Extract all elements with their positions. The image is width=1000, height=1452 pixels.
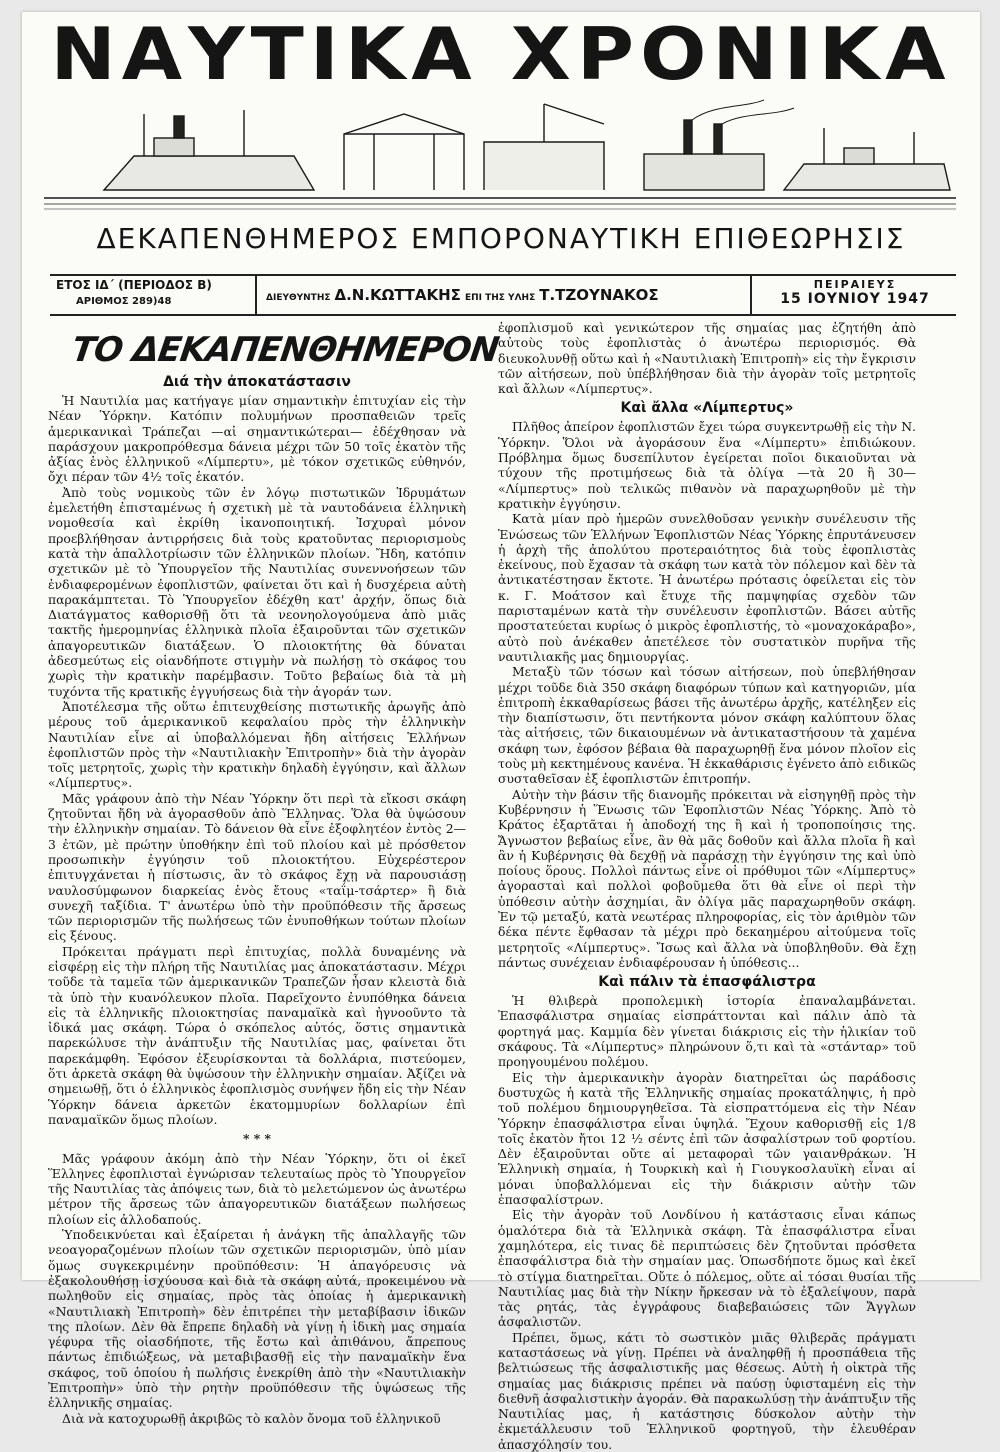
paragraph: Μᾶς γράφουν ἀπὸ τὴν Νέαν Ὑόρκην ὅτι περὶ τὰ εἴκοσι σκάφη ζητοῦνται ἤδη νὰ ἀγορασθοῦν ἀπὸ Ἕλληνας. Ὅλα θὰ ὑψώσουν τὴν ἑλληνικὴν σημαίαν. Τὸ δάνειον θὰ εἶνε ἐξοφλητέον ἐντὸς 2—3 ἐτῶν, μὲ πρώτην ὑποθήκην ἐπὶ τοῦ πλοίου καὶ μὲ πρόσθετον προσωπικὴν ἐγγύησιν τοῦ πλοιοκτήτου. Εὐχερέστερον ἐπιτυγχάνεται ἡ πίστωσις, ἂν τὸ σκάφος ἔχῃ νὰ παρουσιάσῃ ναυλοσύμφωνον διαρκείας ἑνὸς ἔτους «ταΐμ-τσάρτερ» ἢ διὰ συνεχῆ ταξίδια. Τ' ἀνωτέρω ὑπὸ τὴν προϋπόθεσιν τῆς ἄρσεως τῶν περιορισμῶν τῆς πωλήσεως τῶν ἐνυποθήκων τούτων πλοίων εἰς ξένους. xyxy=(48,790,466,944)
paragraph: Εἰς τὴν ἀγορὰν τοῦ Λονδίνου ἡ κατάστασις εἶναι κάπως ὁμαλότερα διὰ τὰ Ἑλληνικὰ σκάφη. Τὰ ἐπασφάλιστρα εἶναι χαμηλότερα, εἰς τινας δὲ περιπτώσεις δὲν ζητοῦνται πρόσθετα ἐπασφάλιστρα διὰ τὴν σημαίαν μας. Ὁπωσδήποτε ὅμως καὶ ἐκεῖ τὸ στίγμα διατηρεῖται. Οὔτε ὁ πόλεμος, οὔτε αἱ τόσαι θυσίαι τῆς Ναυτιλίας μας διὰ τὴν Νίκην ἤρκεσαν νὰ τὸ ἐξαλείψουν, παρὰ τὰς ρητάς, τὰς ἐγγράφους διαβεβαιώσεις τῶν Ἄγγλων ἀσφαλιστῶν. xyxy=(498,1207,916,1330)
newspaper-page xyxy=(22,12,980,1452)
issue-year: ΕΤΟΣ ΙΔ΄ (ΠΕΡΙΟΔΟΣ Β) xyxy=(56,278,212,292)
paragraph: Ἡ Ναυτιλία μας κατήγαγε μίαν σημαντικὴν ἐπιτυχίαν εἰς τὴν Νέαν Ὑόρκην. Κατόπιν πολυμήνων προσπαθειῶν τρεῖς ἀμερικανικαὶ Τράπεζαι —αἱ σημαντικώτεραι— ἐδέχθησαν νὰ παράσχουν μακροπρόθεσμα δάνεια μέχρι τῶν 50 τοῖς ἑκατὸν τῆς ἀξίας ἑνὸς ἑλληνικοῦ «Λίμπερτυ», μὲ τόκον σχετικῶς εὐθηνόν, ὄχι πέραν τῶν 4½ τοῖς ἑκατόν. xyxy=(48,393,466,485)
masthead-title: ΝΑΥΤΙΚΑ ΧΡΟΝΙΚΑ xyxy=(50,13,952,97)
paragraph: ἐφοπλισμοῦ καὶ γενικώτερον τῆς σημαίας μας ἐζητήθη ἀπὸ αὐτοὺς τοὺς ἐφοπλιστὰς ὁ ἀνωτέρω περιορισμός. Θὰ διευκολυνθῇ οὕτω καὶ ἡ «Ναυτιλιακὴ Ἐπιτροπὴ» εἰς τὴν ἔγκρισιν τῶν αἰτήσεων, ποὺ ὑπέβλήθησαν διὰ τὴν ἀγορὰν τοῖς μετρητοῖς καὶ ἄλλων «Λίμπερτυς». xyxy=(498,320,916,397)
issue-box xyxy=(50,276,257,314)
paragraph: Μᾶς γράφουν ἀκόμη ἀπὸ τὴν Νέαν Ὑόρκην, ὅτι οἱ ἐκεῖ Ἕλληνες ἐφοπλισταὶ ἐγνώρισαν τελευταίως πρὸς τὸ Ὑπουργεῖον τῆς Ναυτιλίας τὰς ἀπόψεις των, διὰ τὸ μελετώμενον ὡς ἀνωτέρω μέτρον τῆς ἄρσεως τῶν ἀπαγορευτικῶν διατάξεων πωλήσεως πλοίων εἰς ἀλλοδαπούς. xyxy=(48,1150,466,1227)
director-label: ΔΙΕΥΘΥΝΤΗΣ xyxy=(266,293,331,303)
paragraph: Πρόκειται πράγματι περὶ ἐπιτυχίας, πολλὰ δυναμένης νὰ εἰσφέρῃ εἰς τὴν πλήρη τῆς Ναυτιλίας μας ἀποκατάστασιν. Μέχρι τοῦδε τὰ ταμεῖα τῶν ἀμερικανικῶν Τραπεζῶν ἦσαν κλειστὰ διὰ τὰ ὑπὸ τὴν κυανόλευκον πλοῖα. Παρεῖχοντο ἐνυπόθηκα δάνεια εἰς τὰ ἑλληνικῆς πλοιοκτησίας παναμαϊκὰ καὶ ἠγνοοῦντο τὰ ἰδικά μας σκάφη. Τώρα ὁ σκόπελος αὐτός, ὅστις σημαντικὰ παρεκώλυσε τὴν ἀνάπτυξιν τῆς Ναυτιλίας μας, φαίνεται ὅτι παρεκάμφθη. Ἐφόσον ἐξευρίσκονται τὰ δολλάρια, πιστεύομεν, ὅτι ἀρκετὰ σκάφη θὰ ὑψώσουν τὴν ἑλληνικὴν σημαίαν. Ἀξίζει νὰ σημειωθῇ, ὅτι ὁ ἑλληνικὸς ἐφοπλισμὸς συνήψεν ἤδη εἰς τὴν Νέαν Ὑόρκην δάνεια ἀρκετῶν ἑκατομμυρίων δολλαρίων ἐπὶ παναμαϊκῶν ὅμως πλοίων. xyxy=(48,943,466,1127)
date-box xyxy=(750,276,958,314)
info-bar xyxy=(50,274,956,316)
paragraph: Πρέπει, ὅμως, κάτι τὸ σωστικὸν μιᾶς θλιβερᾶς πράγματι καταστάσεως νὰ γίνῃ. Πρέπει νὰ ἀναληφθῇ ἡ προσπάθεια τῆς βελτιώσεως τῆς ἀσφαλιστικῆς μας θέσεως. Αὐτὴ ἡ οἰκτρὰ τῆς σημαίας μας διάκρισις πρέπει νὰ παύσῃ ὑφισταμένη εἰς τὴν διεθνῆ ἀσφαλιστικὴν ἀγοράν. Θὰ παρακωλύσῃ τὴν ἀνάπτυξιν τῆς Ναυτιλίας μας, ἡ κατάστησις δύσκολον αὐτὴν τὴν ἐκμετάλλευσιν τοῦ Ἑλληνικοῦ φορτηγοῦ, τὴν ἐλευθέραν ἀπασχόλησίν του. xyxy=(498,1329,916,1452)
editor-label: ΕΠΙ ΤΗΣ ΥΛΗΣ xyxy=(464,293,536,303)
paragraph: Ἡ θλιβερὰ προπολεμικὴ ἱστορία ἐπαναλαμβάνεται. Ἐπασφάλιστρα σημαίας εἰσπράττονται καὶ πάλιν ἀπὸ τὰ φορτηγά μας. Καμμία δὲν γίνεται διάκρισις εἰς τὴν ἡλικίαν τοῦ σκάφους. Τὰ «Λίμπερτυς» πληρώνουν ὅ,τι καὶ τὰ «στάνταρ» τοῦ προηγουμένου πολέμου. xyxy=(498,993,916,1070)
column-title: ΤΟ ΔΕΚΑΠΕΝΘΗΜΕΡΟΝ xyxy=(69,330,501,370)
city: ΠΕΙΡΑΙΕΥΣ xyxy=(813,278,897,291)
paragraph: Εἰς τὴν ἀμερικανικὴν ἀγορὰν διατηρεῖται ὡς παράδοσις δυστυχῶς ἡ κατὰ τῆς Ἑλληνικῆς σημαίας προκατάληψις, ἡ πρὸ τοῦ πολέμου δημιουργηθεῖσα. Τὰ εἰσπραττόμενα εἰς τὴν Νέαν Ὑόρκην ἐπασφάλιστρα εἶναι ὑψηλά. Ἔχουν καθορισθῇ εἰς 1/8 τοῖς ἑκατὸν ἤτοι 12 ½ σέντς ἐπὶ τῶν ἀσφαλίστρων τοῦ φορτίου. Δὲν ἐξαιροῦνται οὔτε αἱ μεταφοραὶ τῶν γαιανθράκων. Ἡ Ἑλληνικὴ σημαία, ἡ Τουρκικὴ καὶ ἡ Γιουγκοσλαυϊκὴ εἶναι αἱ μόναι ὑποβαλλόμεναι εἰς τὴν διάκρισιν αὐτὴν τῶν ἐπασφαλίστρων. xyxy=(498,1069,916,1208)
editor-name: Τ.ΤΖΟΥΝΑΚΟΣ xyxy=(539,286,659,304)
paragraph: Ὑποδεικνύεται καὶ ἐξαίρεται ἡ ἀνάγκη τῆς ἀπαλλαγῆς τῶν νεοαγοραζομένων πλοίων τῶν σχετικῶν περιορισμῶν, ὑπὸ μίαν ὅμως συγκεκριμένην προϋπόθεσιν: Ἡ ἀπαγόρευσις νὰ ἐξακολουθήσῃ ἰσχύουσα καὶ διὰ τὰ σκάφη αὐτά, προκειμένου νὰ πωληθοῦν εἰς σημαίας, πρὸς τὰς ὁποίας ἡ ἀμερικανικὴ «Ναυτιλιακὴ Ἐπιτροπὴ» δὲν ἐπιτρέπει τὴν μεταβίβασιν ἰδικῶν της πλοίων. Δὲν θὰ ἔπρεπε δηλαδὴ νὰ γίνῃ ἡ ἰδικὴ μας σημαία γέφυρα τῆς οἱασδήποτε, τῆς ἔστω καὶ ἀπιθάνου, ἄπρεπους πάντως ἐπιδιώξεως, νὰ μεταβιβασθῇ εἰς τὴν παναμαϊκὴν ἕνα σκάφος, τοῦ ὁποίου ἡ πωλήσις ἐνεκρίθη ἀπὸ τὴν «Ναυτιλιακὴν Ἐπιτροπὴν» ὑπὸ τὴν ρητὴν προϋπόθεσιν τῆς ὑψώσεως τῆς ἑλληνικῆς σημαίας. xyxy=(48,1227,466,1411)
right-column xyxy=(498,320,916,1452)
harbour-illustration xyxy=(44,94,956,212)
paragraph: Ἀπὸ τοὺς νομικοὺς τῶν ἐν λόγῳ πιστωτικῶν Ἱδρυμάτων ἐμελετήθη ἐπισταμένως ἡ σχετικὴ μὲ τὰ ναυτοδάνεια ἑλληνικὴ νομοθεσία καὶ ἐκρίθη ἱκανοποιητική. Ἰσχυραὶ μόνον προεβλήθησαν ἀντιρρήσεις διὰ τοὺς κρατοῦντας περιορισμοὺς κατὰ τὴν ἀπαλλοτρίωσιν τῶν ἑλληνικῶν πλοίων. Ἤδη, κατόπιν σχετικῶν μὲ τὸ Ὑπουργεῖον τῆς Ναυτιλίας συνεννοήσεων τῶν ἐνδιαφερομένων ἐφοπλιστῶν, φαίνεται ὅτι καὶ ἡ δυσχέρεια αὐτὴ παρακάμπτεται. Τὸ Ὑπουργεῖον ἐδέχθη κατ' ἀρχήν, ὅπως διὰ Διατάγματος καθορισθῇ ὅτι τὰ νεονηολογούμενα ἀπὸ μιᾶς τακτῆς ἡμερομηνίας ἑλληνικὰ πλοῖα ἐξαιροῦνται τῶν σχετικῶν ἀπαγορευτικῶν διατάξεων. Ὁ πλοιοκτήτης θὰ δύναται ἀδεσμεύτως εἰς οἱανδήποτε στιγμὴν νὰ πωλήσῃ τὸ σκάφος του χωρὶς τὴν κρατικὴν παρέμβασιν. Τοῦτο βεβαίως διὰ τὰ μὴ τυχόντα τῆς κρατικῆς ἐγγυήσεως διὰ τὴν ἀγοράν των. xyxy=(48,484,466,699)
issue-date: 15 ΙΟΥΝΙΟΥ 1947 xyxy=(780,291,930,307)
left-column xyxy=(48,320,501,1426)
paragraph: Διὰ νὰ κατοχυρωθῇ ἀκριβῶς τὸ καλὸν ὄνομα τοῦ ἑλληνικοῦ xyxy=(62,1410,441,1426)
paragraph: Αὐτὴν τὴν βάσιν τῆς διανομῆς πρόκειται νὰ εἰσηγηθῇ πρὸς τὴν Κυβέρνησιν ἡ Ἕνωσις τῶν Ἐφοπλιστῶν Νέας Ὑόρκης. Ἀπὸ τὸ Κράτος ἐξαρτᾶται ἡ ἀποδοχή της ἢ καὶ ἡ τροποποίησις της. Ἄγνωστον βεβαίως εἶνε, ἂν θὰ μᾶς δοθοῦν καὶ ἄλλα πλοῖα ἢ καὶ ἂν ἡ Κυβέρνησις θὰ δεχθῇ νὰ παράσχῃ τὴν ἐγγύησιν της καὶ ὑπὸ ποίους ὅρους. Πολλοὶ πάντως εἶνε οἱ πρόθυμοι τῶν «Λίμπερτυς» ἀγορασταὶ καὶ πολλοὶ φοβοῦμεθα ὅτι θὰ εἶνε οἱ περὶ τὴν ὑπόθεσιν αὐτὴν ἀσχημίαι, ἂν ὀλίγα μᾶς παραχωρηθοῦν σκάφη. Ἐν τῷ μεταξύ, κατὰ νεωτέρας πληροφορίας, εἰς τὸν ἀριθμὸν τῶν δέκα πέντε ἔφθασαν τὰ μέχρι πρὸ δεκαημέρου αἰτούμενα τοῖς μετρητοῖς «Λίμπερτυς». Ἴσως καὶ ἄλλα νὰ ὑποβληθοῦν. Θὰ ἔχῃ πάντως συνέχειαν ἐνδιαφέρουσαν ἡ ὑπόθεσις... xyxy=(498,786,916,970)
paragraph: Ἀποτέλεσμα τῆς οὕτω ἐπιτευχθείσης πιστωτικῆς ἀρωγῆς ἀπὸ μέρους τοῦ ἀμερικανικοῦ κεφαλαίου πρὸς τὴν ἑλληνικὴν Ναυτιλίαν εἶνε αἱ ὑποβαλλόμεναι ἤδη αἰτήσεις Ἑλλήνων ἐφοπλιστῶν πρὸς τὴν «Ναυτιλιακὴν Ἐπιτροπὴν» διὰ τὴν ἀγορὰν τοῖς μετρητοῖς, χωρὶς τὴν κρατικὴν δηλαδὴ ἐγγύησιν, καὶ ἄλλων «Λίμπερτυς». xyxy=(48,698,466,791)
section-heading: Καὶ ἄλλα «Λίμπερτυς» xyxy=(620,400,794,417)
masthead-subtitle: ΔΕΚΑΠΕΝΘΗΜΕΡΟΣ ΕΜΠΟΡΟΝΑΥΤΙΚΗ ΕΠΙΘΕΩΡΗΣΙΣ xyxy=(96,222,906,255)
director-name: Δ.Ν.ΚΩΤΤΑΚΗΣ xyxy=(334,286,461,304)
section-heading: Διά τὴν ἀποκατάστασιν xyxy=(163,374,351,390)
issue-number: ΑΡΙΘΜΟΣ 289)48 xyxy=(76,296,172,307)
paragraph: Πλῆθος ἀπείρον ἐφοπλιστῶν ἔχει τώρα συγκεντρωθῇ εἰς τὴν Ν. Ὑόρκην. Ὅλοι νὰ ἀγοράσουν ἕνα «Λίμπερτυ» ἐπιδιώκουν. Πρόβλημα ὅμως δυσεπίλυτον ἐγείρεται ποῖοι δικαιοῦνται νὰ τύχουν τῆς προτιμήσεως διὰ τὰ ὀλίγα —τὰ 20 ἢ 30— «Λίμπερτυς» ποὺ τελικῶς πιθανὸν νὰ παραχωρηθοῦν μὲ τὴν κρατικὴν ἐγγύησιν. xyxy=(498,419,916,511)
paragraph: Μεταξὺ τῶν τόσων καὶ τόσων αἰτήσεων, ποὺ ὑπεβλήθησαν μέχρι τοῦδε διὰ 350 σκάφη διαφόρων τύπων καὶ κατηγοριῶν, μία ἐπιτροπὴ ἐκκαθαρίσεως βάσει τῆς ἀνωτέρω ἀρχῆς, κατέληξεν εἰς τὴν διαπίστωσιν, ὅτι πεντήκοντα μόνον σκάφη καλύπτουν ὅλας τὰς αἰτήσεις, τῶν δικαιουμένων νὰ ἀντικαταστήσουν τὰ χαμένα σκάφη των, ἐφόσον βέβαια θὰ παραχωρηθῇ ἕνα μόνον πλοῖον εἰς τοὺς μὴ κεκτημένους κανένα. Ἡ ἐκκαθάρισις ἐγένετο ἀπὸ ειδικῶς συσταθεῖσαν ἐξ ἐφοπλιστῶν ἐπιτροπήν. xyxy=(498,664,916,787)
separator-stars: * * * xyxy=(242,1131,272,1147)
editorial-line xyxy=(262,286,742,304)
paragraph: Κατὰ μίαν πρὸ ἡμερῶν συνελθοῦσαν γενικὴν συνέλευσιν τῆς Ἑνώσεως τῶν Ἑλλήνων Ἐφοπλιστῶν Νέας Ὑόρκης ἐπρυτάνευσεν ἡ ἀρχὴ τῆς ἀπολύτου προτεραιότητος διὰ τοὺς ἐφοπλιστὰς ἐκείνους, ποὺ ἔχασαν τὰ σκάφη των κατὰ τὸν πόλεμον καὶ δὲν τὰ ἀντικατέστησαν ἔκτοτε. Ἡ ἀνωτέρω πρότασις ὀφείλεται εἰς τὸν κ. Γ. Μοάτσον καὶ ἔτυχε τῆς παμψηφίας σχεδὸν τῶν παρισταμένων κατὰ τὴν συνέλευσιν ἐφοπλιστῶν. Βάσει αὐτῆς προστατεύεται κυρίως ὁ μικρὸς ἐφοπλιστής, τὸ «μοναχοκάραβο», αὐτὸ ποὺ ἀνέκαθεν ἀπετέλεσε τὸν συστατικὸν πυρῆνα τῆς ναυτιλιακῆς μας δημιουργίας. xyxy=(498,511,916,664)
section-heading: Καὶ πάλιν τὰ ἐπασφάλιστρα xyxy=(598,974,816,991)
